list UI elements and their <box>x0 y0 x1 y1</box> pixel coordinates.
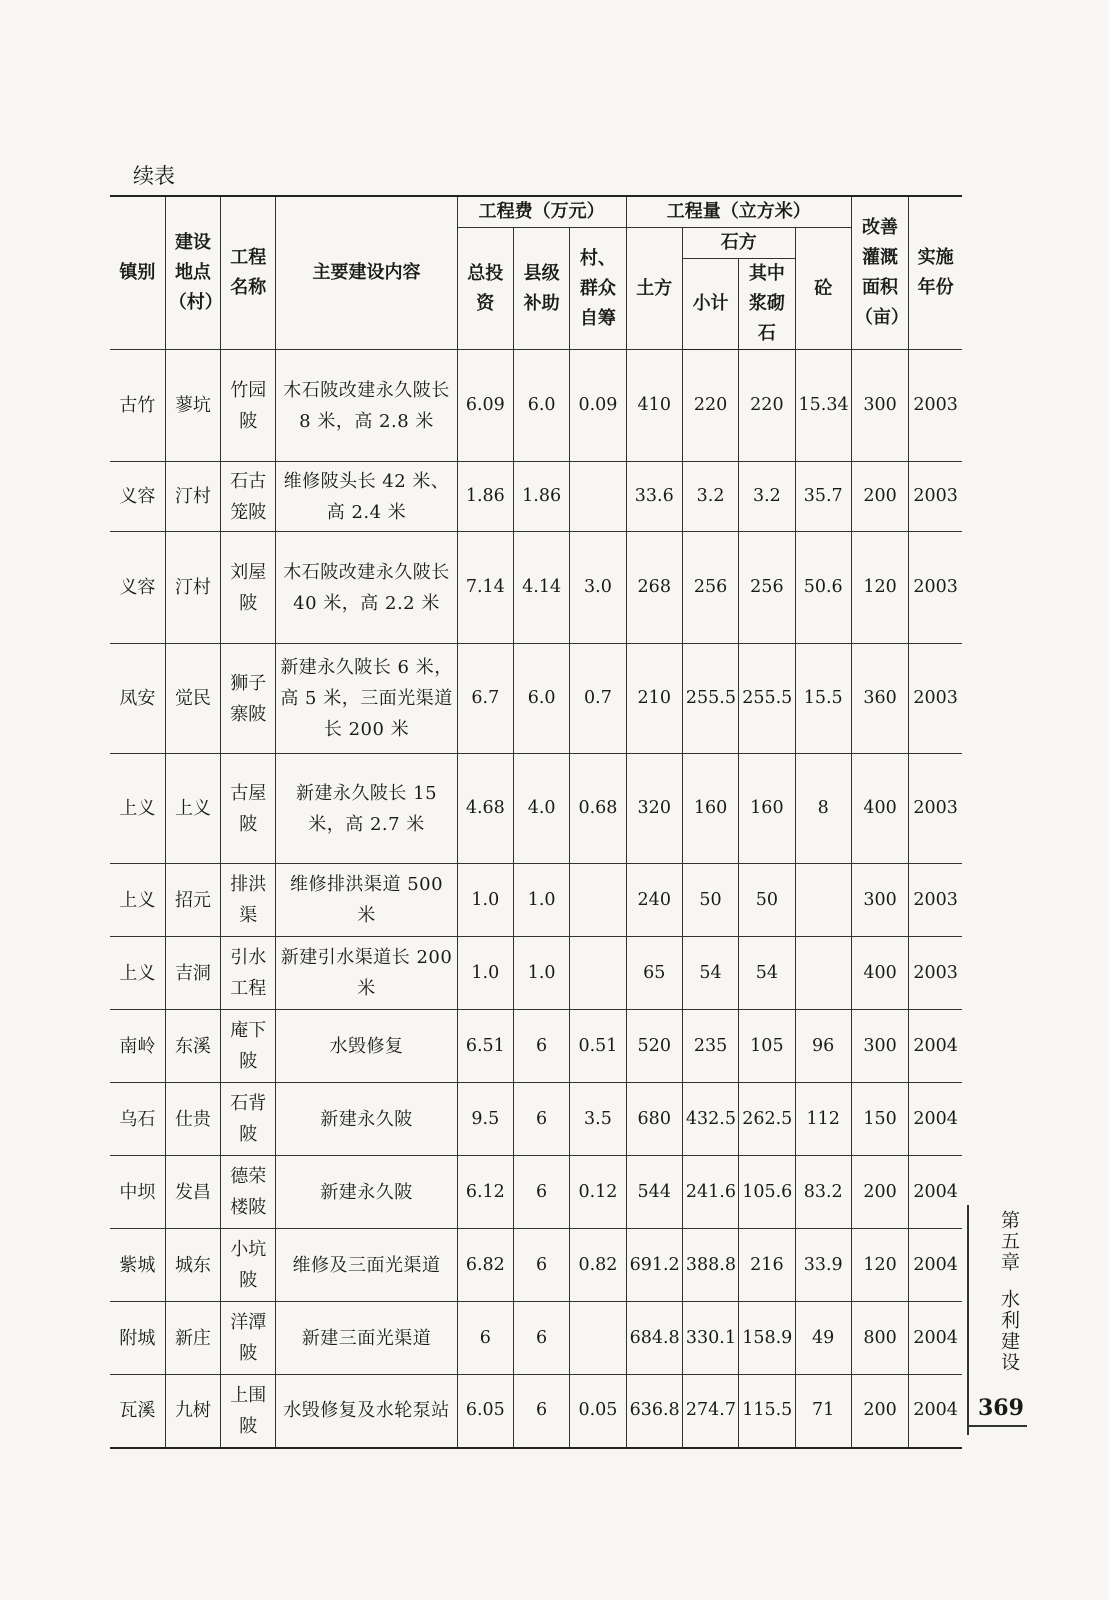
cell-site: 新庄 <box>165 1302 220 1375</box>
cell-site: 上义 <box>165 754 220 864</box>
cell-village: 0.09 <box>570 350 626 462</box>
cell-irrigation: 150 <box>851 1083 908 1156</box>
header-village: 村、群众自筹 <box>570 228 626 350</box>
cell-irrigation: 300 <box>851 1010 908 1083</box>
table-row <box>110 462 962 532</box>
cell-year: 2004 <box>909 1083 962 1156</box>
table-row <box>110 1375 962 1448</box>
table-row <box>110 1229 962 1302</box>
table-row <box>110 532 962 644</box>
cell-county: 1.86 <box>513 462 569 532</box>
cell-irrigation: 200 <box>851 462 908 532</box>
cell-project: 引水工程 <box>221 937 276 1010</box>
header-total: 总投资 <box>457 228 513 350</box>
cell-village <box>570 864 626 937</box>
cell-project: 德荣楼陂 <box>221 1156 276 1229</box>
cell-project: 竹园陂 <box>221 350 276 462</box>
page-number: 369 <box>978 1395 1024 1421</box>
cell-project: 石背陂 <box>221 1083 276 1156</box>
cell-site: 发昌 <box>165 1156 220 1229</box>
header-volume-group: 工程量（立方米） <box>626 196 851 228</box>
cell-earth: 240 <box>626 864 682 937</box>
cell-total: 6.7 <box>457 644 513 754</box>
cell-stone-masonry: 255.5 <box>739 644 795 754</box>
cell-stone-masonry: 3.2 <box>739 462 795 532</box>
cell-concrete <box>795 864 851 937</box>
cell-town: 上义 <box>110 754 165 864</box>
cell-earth: 544 <box>626 1156 682 1229</box>
cell-county: 6 <box>513 1010 569 1083</box>
cell-content: 维修陂头长 42 米、高 2.4 米 <box>276 462 457 532</box>
cell-village <box>570 462 626 532</box>
cell-stone-masonry: 160 <box>739 754 795 864</box>
header-earth: 土方 <box>626 228 682 350</box>
cell-county: 4.0 <box>513 754 569 864</box>
cell-total: 6 <box>457 1302 513 1375</box>
cell-concrete: 49 <box>795 1302 851 1375</box>
cell-project: 庵下陂 <box>221 1010 276 1083</box>
cell-total: 6.09 <box>457 350 513 462</box>
table-row <box>110 644 962 754</box>
cell-irrigation: 800 <box>851 1302 908 1375</box>
cell-project: 石古笼陂 <box>221 462 276 532</box>
header-content: 主要建设内容 <box>276 196 457 350</box>
cell-stone-subtotal: 241.6 <box>682 1156 738 1229</box>
cell-site: 汀村 <box>165 462 220 532</box>
cell-concrete: 35.7 <box>795 462 851 532</box>
header-site: 建设地点（村） <box>165 196 220 350</box>
cell-stone-masonry: 262.5 <box>739 1083 795 1156</box>
cell-project: 古屋陂 <box>221 754 276 864</box>
cell-village: 0.68 <box>570 754 626 864</box>
cell-village: 0.12 <box>570 1156 626 1229</box>
cell-project: 洋潭陂 <box>221 1302 276 1375</box>
cell-stone-subtotal: 274.7 <box>682 1375 738 1448</box>
table-row <box>110 754 962 864</box>
cell-site: 城东 <box>165 1229 220 1302</box>
cell-earth: 268 <box>626 532 682 644</box>
cell-content: 新建三面光渠道 <box>276 1302 457 1375</box>
cell-site: 东溪 <box>165 1010 220 1083</box>
cell-stone-masonry: 158.9 <box>739 1302 795 1375</box>
cell-town: 凤安 <box>110 644 165 754</box>
cell-village: 0.7 <box>570 644 626 754</box>
cell-site: 九树 <box>165 1375 220 1448</box>
cell-content: 水毁修复 <box>276 1010 457 1083</box>
cell-stone-subtotal: 388.8 <box>682 1229 738 1302</box>
cell-project: 刘屋陂 <box>221 532 276 644</box>
cell-stone-masonry: 50 <box>739 864 795 937</box>
cell-project: 小坑陂 <box>221 1229 276 1302</box>
cell-year: 2004 <box>909 1229 962 1302</box>
cell-concrete <box>795 937 851 1010</box>
cell-content: 维修排洪渠道 500 米 <box>276 864 457 937</box>
cell-earth: 65 <box>626 937 682 1010</box>
cell-town: 乌石 <box>110 1083 165 1156</box>
chapter-label: 第五章 <box>998 1210 1020 1273</box>
cell-concrete: 96 <box>795 1010 851 1083</box>
cell-year: 2003 <box>909 864 962 937</box>
cell-village: 0.05 <box>570 1375 626 1448</box>
cell-county: 4.14 <box>513 532 569 644</box>
cell-concrete: 71 <box>795 1375 851 1448</box>
cell-town: 义容 <box>110 532 165 644</box>
cell-town: 瓦溪 <box>110 1375 165 1448</box>
cell-year: 2003 <box>909 644 962 754</box>
cell-year: 2003 <box>909 754 962 864</box>
cell-stone-masonry: 220 <box>739 350 795 462</box>
cell-concrete: 83.2 <box>795 1156 851 1229</box>
cell-total: 6.05 <box>457 1375 513 1448</box>
cell-village: 0.82 <box>570 1229 626 1302</box>
header-county: 县级补助 <box>513 228 569 350</box>
cell-total: 9.5 <box>457 1083 513 1156</box>
cell-irrigation: 360 <box>851 644 908 754</box>
cell-county: 6 <box>513 1156 569 1229</box>
header-year: 实施年份 <box>909 196 962 350</box>
cell-stone-subtotal: 432.5 <box>682 1083 738 1156</box>
cell-project: 排洪渠 <box>221 864 276 937</box>
cell-village: 3.0 <box>570 532 626 644</box>
sidebar-rule-bottom <box>967 1425 1027 1427</box>
cell-concrete: 112 <box>795 1083 851 1156</box>
header-irrigation: 改善灌溉面积（亩） <box>851 196 908 350</box>
cell-stone-masonry: 105 <box>739 1010 795 1083</box>
cell-stone-subtotal: 3.2 <box>682 462 738 532</box>
cell-village <box>570 1302 626 1375</box>
cell-town: 义容 <box>110 462 165 532</box>
cell-irrigation: 300 <box>851 864 908 937</box>
project-table <box>110 195 962 1449</box>
cell-content: 木石陂改建永久陂长 40 米，高 2.2 米 <box>276 532 457 644</box>
cell-county: 6 <box>513 1083 569 1156</box>
header-stone-masonry: 其中浆砌石 <box>739 259 795 350</box>
cell-content: 维修及三面光渠道 <box>276 1229 457 1302</box>
cell-stone-subtotal: 50 <box>682 864 738 937</box>
cell-irrigation: 400 <box>851 754 908 864</box>
cell-year: 2004 <box>909 1156 962 1229</box>
cell-content: 新建永久陂长 15 米，高 2.7 米 <box>276 754 457 864</box>
cell-town: 上义 <box>110 864 165 937</box>
cell-earth: 33.6 <box>626 462 682 532</box>
cell-irrigation: 200 <box>851 1375 908 1448</box>
table-caption: 续表 <box>133 164 175 188</box>
header-stone-subtotal: 小计 <box>682 259 738 350</box>
cell-town: 南岭 <box>110 1010 165 1083</box>
cell-irrigation: 400 <box>851 937 908 1010</box>
cell-county: 6 <box>513 1229 569 1302</box>
cell-town: 紫城 <box>110 1229 165 1302</box>
cell-concrete: 15.5 <box>795 644 851 754</box>
table-row <box>110 350 962 462</box>
cell-town: 附城 <box>110 1302 165 1375</box>
cell-county: 6.0 <box>513 350 569 462</box>
cell-total: 6.51 <box>457 1010 513 1083</box>
cell-county: 6 <box>513 1302 569 1375</box>
table-row <box>110 1010 962 1083</box>
cell-stone-masonry: 256 <box>739 532 795 644</box>
cell-stone-subtotal: 160 <box>682 754 738 864</box>
cell-town: 古竹 <box>110 350 165 462</box>
cell-stone-subtotal: 255.5 <box>682 644 738 754</box>
cell-content: 新建永久陂 <box>276 1156 457 1229</box>
cell-stone-subtotal: 256 <box>682 532 738 644</box>
cell-irrigation: 300 <box>851 350 908 462</box>
cell-site: 招元 <box>165 864 220 937</box>
cell-site: 觉民 <box>165 644 220 754</box>
cell-earth: 520 <box>626 1010 682 1083</box>
cell-town: 上义 <box>110 937 165 1010</box>
table-row <box>110 1083 962 1156</box>
cell-irrigation: 200 <box>851 1156 908 1229</box>
header-town: 镇别 <box>110 196 165 350</box>
cell-earth: 680 <box>626 1083 682 1156</box>
table-row <box>110 864 962 937</box>
cell-county: 1.0 <box>513 864 569 937</box>
cell-concrete: 33.9 <box>795 1229 851 1302</box>
cell-irrigation: 120 <box>851 1229 908 1302</box>
cell-earth: 410 <box>626 350 682 462</box>
header-stone-group: 石方 <box>682 228 795 259</box>
cell-stone-subtotal: 54 <box>682 937 738 1010</box>
chapter-title: 水利建设 <box>998 1289 1020 1373</box>
cell-content: 木石陂改建永久陂长 8 米，高 2.8 米 <box>276 350 457 462</box>
cell-total: 1.86 <box>457 462 513 532</box>
cell-stone-subtotal: 235 <box>682 1010 738 1083</box>
cell-village <box>570 937 626 1010</box>
cell-year: 2003 <box>909 532 962 644</box>
cell-content: 新建永久陂 <box>276 1083 457 1156</box>
cell-stone-masonry: 115.5 <box>739 1375 795 1448</box>
cell-project: 狮子寨陂 <box>221 644 276 754</box>
cell-earth: 691.2 <box>626 1229 682 1302</box>
header-project: 工程名称 <box>221 196 276 350</box>
cell-county: 6.0 <box>513 644 569 754</box>
sidebar-rule <box>967 1205 969 1435</box>
cell-year: 2003 <box>909 462 962 532</box>
cell-year: 2003 <box>909 350 962 462</box>
cell-year: 2003 <box>909 937 962 1010</box>
cell-total: 7.14 <box>457 532 513 644</box>
table-row <box>110 937 962 1010</box>
cell-town: 中坝 <box>110 1156 165 1229</box>
chapter-sidebar <box>983 1210 1035 1373</box>
table-row <box>110 1302 962 1375</box>
cell-earth: 636.8 <box>626 1375 682 1448</box>
header-cost-group: 工程费（万元） <box>457 196 626 228</box>
cell-content: 新建永久陂长 6 米，高 5 米，三面光渠道长 200 米 <box>276 644 457 754</box>
cell-stone-masonry: 216 <box>739 1229 795 1302</box>
header-concrete: 砼 <box>795 228 851 350</box>
table-row <box>110 1156 962 1229</box>
cell-stone-masonry: 54 <box>739 937 795 1010</box>
cell-total: 1.0 <box>457 864 513 937</box>
cell-concrete: 50.6 <box>795 532 851 644</box>
cell-year: 2004 <box>909 1302 962 1375</box>
cell-content: 新建引水渠道长 200 米 <box>276 937 457 1010</box>
cell-total: 6.12 <box>457 1156 513 1229</box>
cell-content: 水毁修复及水轮泵站 <box>276 1375 457 1448</box>
cell-county: 1.0 <box>513 937 569 1010</box>
cell-concrete: 8 <box>795 754 851 864</box>
cell-project: 上围陂 <box>221 1375 276 1448</box>
cell-year: 2004 <box>909 1010 962 1083</box>
cell-village: 0.51 <box>570 1010 626 1083</box>
cell-site: 汀村 <box>165 532 220 644</box>
cell-total: 4.68 <box>457 754 513 864</box>
cell-earth: 320 <box>626 754 682 864</box>
cell-year: 2004 <box>909 1375 962 1448</box>
cell-irrigation: 120 <box>851 532 908 644</box>
cell-stone-masonry: 105.6 <box>739 1156 795 1229</box>
cell-total: 6.82 <box>457 1229 513 1302</box>
cell-site: 蓼坑 <box>165 350 220 462</box>
cell-county: 6 <box>513 1375 569 1448</box>
cell-earth: 684.8 <box>626 1302 682 1375</box>
cell-site: 仕贵 <box>165 1083 220 1156</box>
cell-concrete: 15.34 <box>795 350 851 462</box>
cell-site: 吉洞 <box>165 937 220 1010</box>
cell-total: 1.0 <box>457 937 513 1010</box>
cell-earth: 210 <box>626 644 682 754</box>
cell-village: 3.5 <box>570 1083 626 1156</box>
cell-stone-subtotal: 330.1 <box>682 1302 738 1375</box>
cell-stone-subtotal: 220 <box>682 350 738 462</box>
